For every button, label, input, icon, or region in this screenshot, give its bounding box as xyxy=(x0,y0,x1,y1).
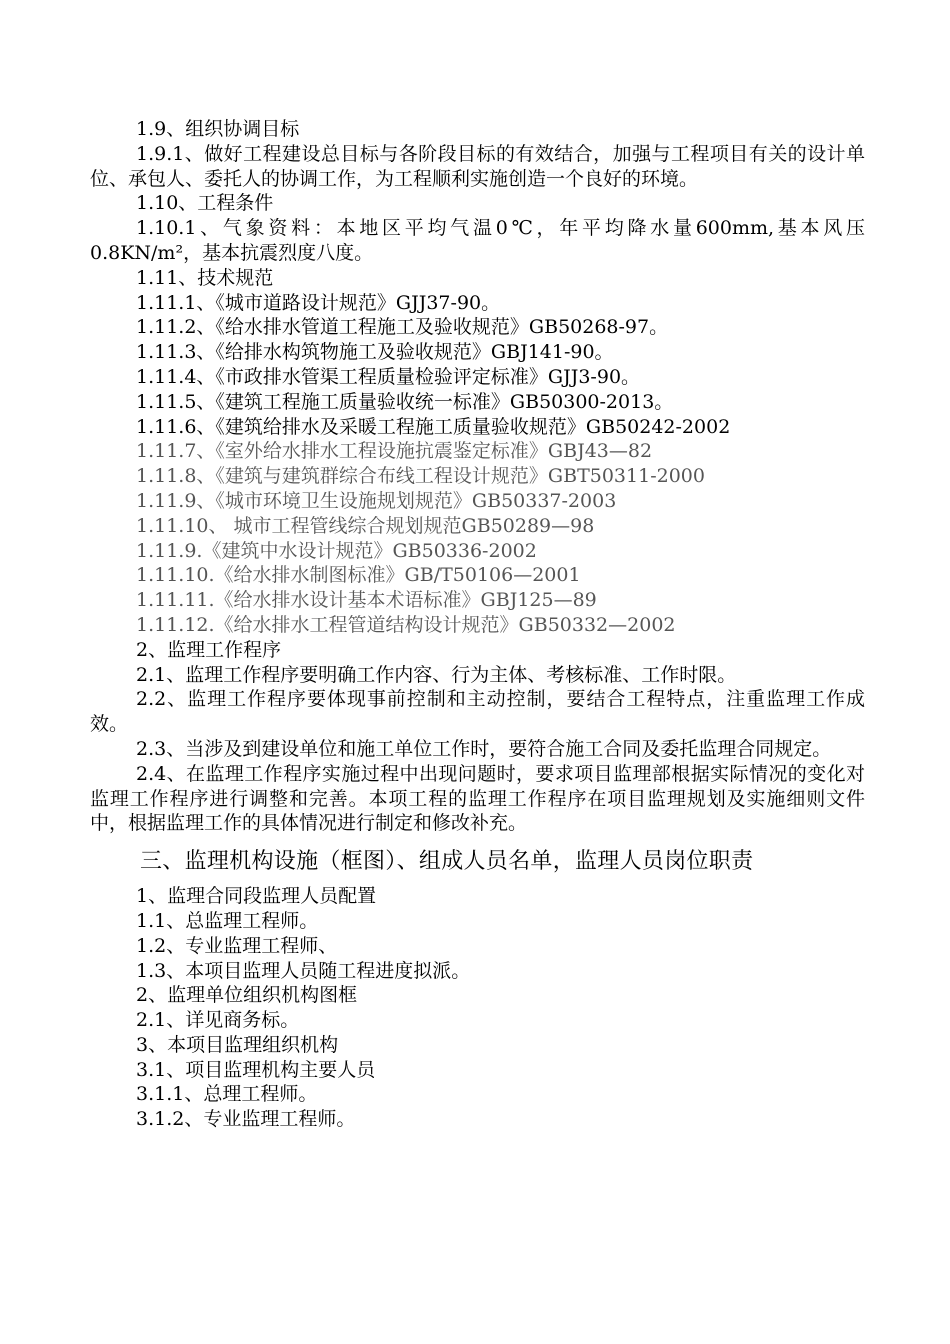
standard-item: 1.11.9.《建筑中水设计规范》GB50336-2002 xyxy=(136,539,537,562)
standard-item: 1.11.10.《给水排水制图标准》GB/T50106—2001 xyxy=(136,564,581,587)
section-1-11-title: 1.11、技术规范 xyxy=(136,266,274,289)
standard-item: 1.11.7、《室外给水排水工程设施抗震鉴定标准》GBJ43—82 xyxy=(136,440,653,463)
chapter-3-line: 3.1.1、总理工程师。 xyxy=(136,1083,318,1106)
standard-item: 1.11.1、《城市道路设计规范》GJJ37-90。 xyxy=(136,291,501,314)
standard-item: 1.11.9、《城市环境卫生设施规划规范》GB50337-2003 xyxy=(136,489,617,512)
chapter-3-line: 2、监理单位组织机构图框 xyxy=(136,984,358,1007)
paragraph-2-3: 2.3、当涉及到建设单位和施工单位工作时，要符合施工合同及委托监理合同规定。 xyxy=(136,737,832,760)
section-1-10-title: 1.10、工程条件 xyxy=(136,192,274,215)
chapter-3-line: 3.1.2、专业监理工程师。 xyxy=(136,1108,356,1131)
standard-item: 1.11.6、《建筑给排水及采暖工程施工质量验收规范》GB50242-2002 xyxy=(136,415,731,438)
standard-item: 1.11.3、《给排水构筑物施工及验收规范》GBJ141-90。 xyxy=(136,341,614,364)
paragraph-2-2: 2.2、监理工作程序要体现事前控制和主动控制，要结合工程特点，注重监理工作成效。 xyxy=(90,688,865,736)
standard-item: 1.11.4、《市政排水管渠工程质量检验评定标准》GJJ3-90。 xyxy=(136,365,641,388)
chapter-3-line: 1.3、本项目监理人员随工程进度拟派。 xyxy=(136,959,471,982)
standard-item: 1.11.2、《给水排水管道工程施工及验收规范》GB50268-97。 xyxy=(136,316,669,339)
standard-item: 1.11.10、 城市工程管线综合规划规范GB50289—98 xyxy=(136,514,595,537)
standard-item: 1.11.12.《给水排水工程管道结构设计规范》GB50332—2002 xyxy=(136,613,676,636)
section-1-9-title: 1.9、组织协调目标 xyxy=(136,118,300,140)
chapter-3-heading: 三、监理机构设施（框图）、组成人员名单，监理人员岗位职责 xyxy=(140,849,754,875)
standard-item: 1.11.11.《给水排水设计基本术语标准》GBJ125—89 xyxy=(136,589,597,612)
paragraph-1-10-1: 1.10.1、气象资料：本地区平均气温0℃，年平均降水量600mm,基本风压0.8KN/m²，基本抗震烈度八度。 xyxy=(90,217,865,264)
document-page xyxy=(90,117,865,1132)
chapter-3-line: 3.1、项目监理机构主要人员 xyxy=(136,1058,376,1081)
paragraph-1-9-1: 1.9.1、做好工程建设总目标与各阶段目标的有效结合，加强与工程项目有关的设计单位、承包人、委托人的协调工作，为工程顺利实施创造一个良好的环境。 xyxy=(90,142,865,190)
chapter-3-line: 2.1、详见商务标。 xyxy=(136,1009,300,1032)
paragraph-2-1: 2.1、监理工作程序要明确工作内容、行为主体、考核标准、工作时限。 xyxy=(136,663,737,686)
chapter-3-line: 1.1、总监理工程师。 xyxy=(136,909,319,932)
paragraph-2-4: 2.4、在监理工作程序实施过程中出现问题时，要求项目监理部根据实际情况的变化对监理工作程序进行调整和完善。本项工程的监理工作程序在项目监理规划及实施细则文件中，根据监理工作的具体情况进行制定和修改补充。 xyxy=(90,762,865,835)
section-2-title: 2、监理工作程序 xyxy=(136,638,282,661)
standard-item: 1.11.8、《建筑与建筑群综合布线工程设计规范》GBT50311-2000 xyxy=(136,465,705,488)
chapter-3-line: 1、监理合同段监理人员配置 xyxy=(136,885,377,908)
chapter-3-line: 3、本项目监理组织机构 xyxy=(136,1033,339,1056)
standard-item: 1.11.5、《建筑工程施工质量验收统一标准》GB50300-2013。 xyxy=(136,390,674,413)
chapter-3-line: 1.2、专业监理工程师、 xyxy=(136,934,338,957)
